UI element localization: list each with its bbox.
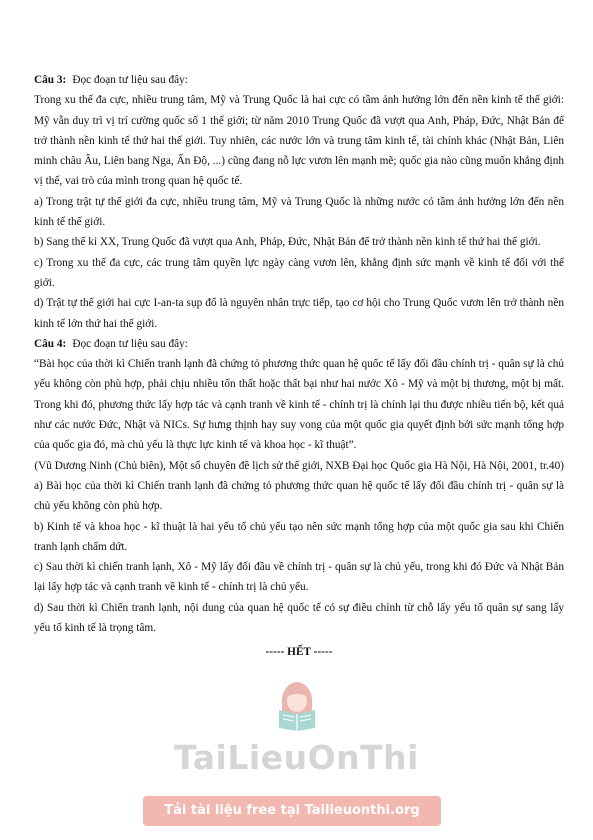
document-body (34, 70, 564, 663)
question-4-option-a: a) Bài học của thời kì Chiến tranh lạnh đã chứng tỏ phương thức quan hệ quốc tế lấy đối đầu chính trị - quân sự là chủ yếu không còn phù hợp. (34, 479, 564, 513)
question-4-header (34, 334, 564, 354)
download-banner-text[interactable]: Tải tài liệu free tại Tailieuonthi.org (164, 803, 420, 818)
question-3-option-d: d) Trật tự thế giới hai cực I-an-ta sụp đổ là nguyên nhân trực tiếp, tạo cơ hội cho Trung Quốc vươn lên trở thành nền kinh tế lớn thứ hai thế giới. (34, 297, 564, 330)
question-4-intro: Đọc đoạn tư liệu sau đây: (72, 337, 188, 350)
question-4-label: Câu 4: (34, 337, 67, 350)
question-4-option-d: d) Sau thời kì Chiến tranh lạnh, nội dung của quan hệ quốc tế có sự điều chỉnh từ chỗ lấy yếu tố quân sự sang lấy yếu tố kinh tế là trọng tâm. (34, 601, 564, 635)
question-3-passage: Trong xu thế đa cực, nhiều trung tâm, Mỹ và Trung Quốc là hai cực có tầm ảnh hưởng lớn đến nền kinh tế thế giới: Mỹ vẫn duy trì vị trí cường quốc số 1 thế giới; từ năm 2010 Trung Quốc đã vượt qua Anh, Pháp, Đức, Nhật Bản để trở thành nền kinh tế thứ hai thế giới. Tuy nhiên, các nước lớn và trung tâm kinh tế, tài chính khác (Nhật Bản, Liên minh châu Âu, Liên bang Nga, Ấn Độ, ...) cũng đang nỗ lực vươn lên mạnh mẽ; quốc gia nào cũng muốn khẳng định vị thế, vai trò của mình trong quan hệ quốc tế. (34, 94, 564, 188)
end-mark: ----- HẾT ----- (265, 646, 333, 659)
question-4-option-c: c) Sau thời kì chiến tranh lạnh, Xô - Mỹ lấy đối đầu về chính trị - quân sự là chủ yếu, trong khi đó Đức và Nhật Bản lại lấy hợp tác và cạnh tranh về kinh tế - chính trị là chủ yếu. (34, 561, 564, 594)
watermark-logo (0, 680, 593, 777)
watermark-logo-text: TaiLieuOnThi (174, 738, 419, 777)
download-banner[interactable] (143, 796, 441, 826)
question-3-label: Câu 3: (34, 74, 67, 86)
question-3-option-a: a) Trong trật tự thế giới đa cực, nhiều trung tâm, Mỹ và Trung Quốc là những nước có tầm ảnh hưởng lớn đến nền kinh tế thế giới. (34, 195, 564, 229)
question-3-intro: Đọc đoạn tư liệu sau đây: (72, 74, 188, 86)
question-4-passage: “Bài học của thời kì Chiến tranh lạnh đã chứng tỏ phương thức quan hệ quốc tế lấy đối đầu chính trị - quân sự là chủ yếu không còn phù hợp, phải chịu nhiều tổn thất hoặc thất bại như hai nước Xô - Mỹ và một bị thương, một bị mất. Trong khi đó, phương thức lấy hợp tác và cạnh tranh về kinh tế - chính trị là chính lại thu được nhiều tiến bộ, kết quả như các nước Đức, Nhật và NICs. Sự hưng thịnh hay suy vong của một quốc gia quyết định bởi sức mạnh tổng hợp của quốc gia đó, mà chủ yếu là thực lực kinh tế và khoa học - kĩ thuật”. (34, 358, 564, 452)
question-3-option-b: b) Sang thế kỉ XX, Trung Quốc đã vượt qua Anh, Pháp, Đức, Nhật Bản để trở thành nền kinh tế thứ hai thế giới. (34, 236, 541, 249)
girl-reading-book-icon (274, 680, 320, 732)
question-3-option-c: c) Trong xu thế đa cực, các trung tâm quyền lực ngày càng vươn lên, khẳng định sức mạnh về kinh tế đối với thế giới. (34, 256, 564, 289)
question-4-option-b: b) Kinh tế và khoa học - kĩ thuật là hai yếu tố chủ yếu tạo nên sức mạnh tổng hợp của một quốc gia sau khi Chiến tranh lạnh chấm dứt. (34, 520, 564, 553)
question-3-header (34, 70, 564, 90)
question-4-citation: (Vũ Dương Ninh (Chủ biên), Một số chuyên đề lịch sử thế giới, NXB Đại học Quốc gia Hà Nội, Hà Nội, 2001, tr.40) (34, 459, 564, 472)
